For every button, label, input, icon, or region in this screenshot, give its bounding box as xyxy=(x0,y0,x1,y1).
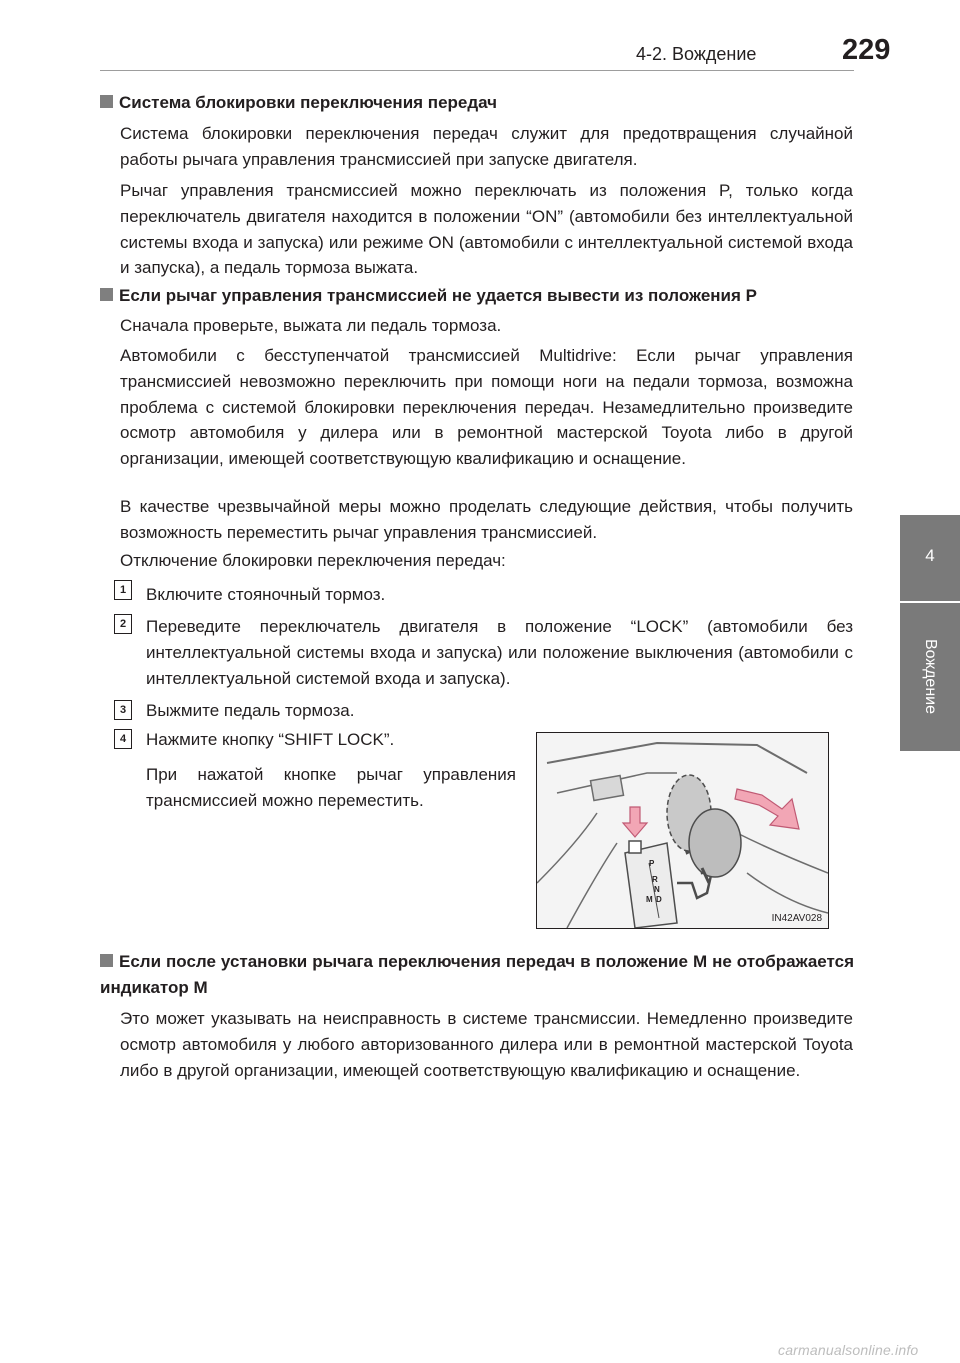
section-heading: Система блокировки переключения передач xyxy=(100,92,497,114)
gate-label: M xyxy=(646,895,653,904)
step-text: Выжмите педаль тормоза. xyxy=(146,701,355,720)
paragraph: Рычаг управления трансмиссией можно переключать из положения P, только когда переключатель двигателя находится в положении “ON” (автомобили без интеллектуальной системы входа и запуска) или режиме ON (автомобили с интеллектуальной системой входа и запуска), а педаль тормоза выжата. xyxy=(120,181,853,278)
section-heading: Если после установки рычага переключения передач в положение M не отображается индикатор M xyxy=(100,952,854,997)
gate-label: P xyxy=(649,859,655,868)
header-divider xyxy=(100,70,854,71)
figure-code: IN42AV028 xyxy=(771,913,822,924)
section-heading: Если рычаг управления трансмиссией не удается вывести из положения P xyxy=(100,285,757,307)
chapter-title: Вождение xyxy=(922,639,939,714)
step-number-badge: 2 xyxy=(114,614,132,634)
step-text: Нажмите кнопку “SHIFT LOCK”. xyxy=(146,730,395,749)
step-note: При нажатой кнопке рычаг управления трансмиссией можно переместить. xyxy=(146,765,516,810)
square-bullet-icon xyxy=(100,288,113,301)
watermark-logo: carmanualsonline.info xyxy=(778,1342,919,1358)
step-text: Включите стояночный тормоз. xyxy=(146,585,386,604)
step-text: Переведите переключатель двигателя в положение “LOCK” (автомобили без интеллектуальной системы входа и запуска) или положение выключения (автомобили с интеллектуальной системой входа и запуска). xyxy=(146,617,853,688)
shift-console-drawing xyxy=(537,733,828,928)
paragraph: Система блокировки переключения передач служит для предотвращения случайной работы рычага управления трансмиссией при запуске двигателя. xyxy=(120,124,853,169)
section-title: 4-2. Вождение xyxy=(636,44,757,64)
paragraph: Сначала проверьте, выжата ли педаль тормоза. xyxy=(120,316,502,335)
paragraph: Отключение блокировки переключения передач: xyxy=(120,551,506,570)
square-bullet-icon xyxy=(100,95,113,108)
shift-lock-illustration xyxy=(536,732,829,929)
step-number-badge: 3 xyxy=(114,700,132,720)
gate-label: N xyxy=(654,885,660,894)
gate-label: D xyxy=(656,895,662,904)
paragraph: В качестве чрезвычайной меры можно проделать следующие действия, чтобы получить возможность переместить рычаг управления трансмиссией. xyxy=(120,497,853,542)
step-number-badge: 1 xyxy=(114,580,132,600)
paragraph: Автомобили с бесступенчатой трансмиссией Multidrive: Если рычаг управления трансмиссией невозможно переключить при помощи ноги на педали тормоза, возможна проблема с системой блокировки переключения передач. Незамедлительно произведите осмотр автомобиля у дилера или в ремонтной мастерской Toyota либо в другой организации, имеющей соответствующую квалификацию и оснащение. xyxy=(120,346,853,469)
step-number-badge: 4 xyxy=(114,729,132,749)
square-bullet-icon xyxy=(100,954,113,967)
gate-label: R xyxy=(652,875,658,884)
chapter-number: 4 xyxy=(925,546,935,565)
page-number: 229 xyxy=(842,34,891,66)
paragraph: Это может указывать на неисправность в системе трансмиссии. Немедленно произведите осмотр автомобиля у любого авторизованного дилера или в ремонтной мастерской Toyota либо в другой организации, имеющей соответствующую квалификацию и оснащение. xyxy=(120,1009,853,1080)
